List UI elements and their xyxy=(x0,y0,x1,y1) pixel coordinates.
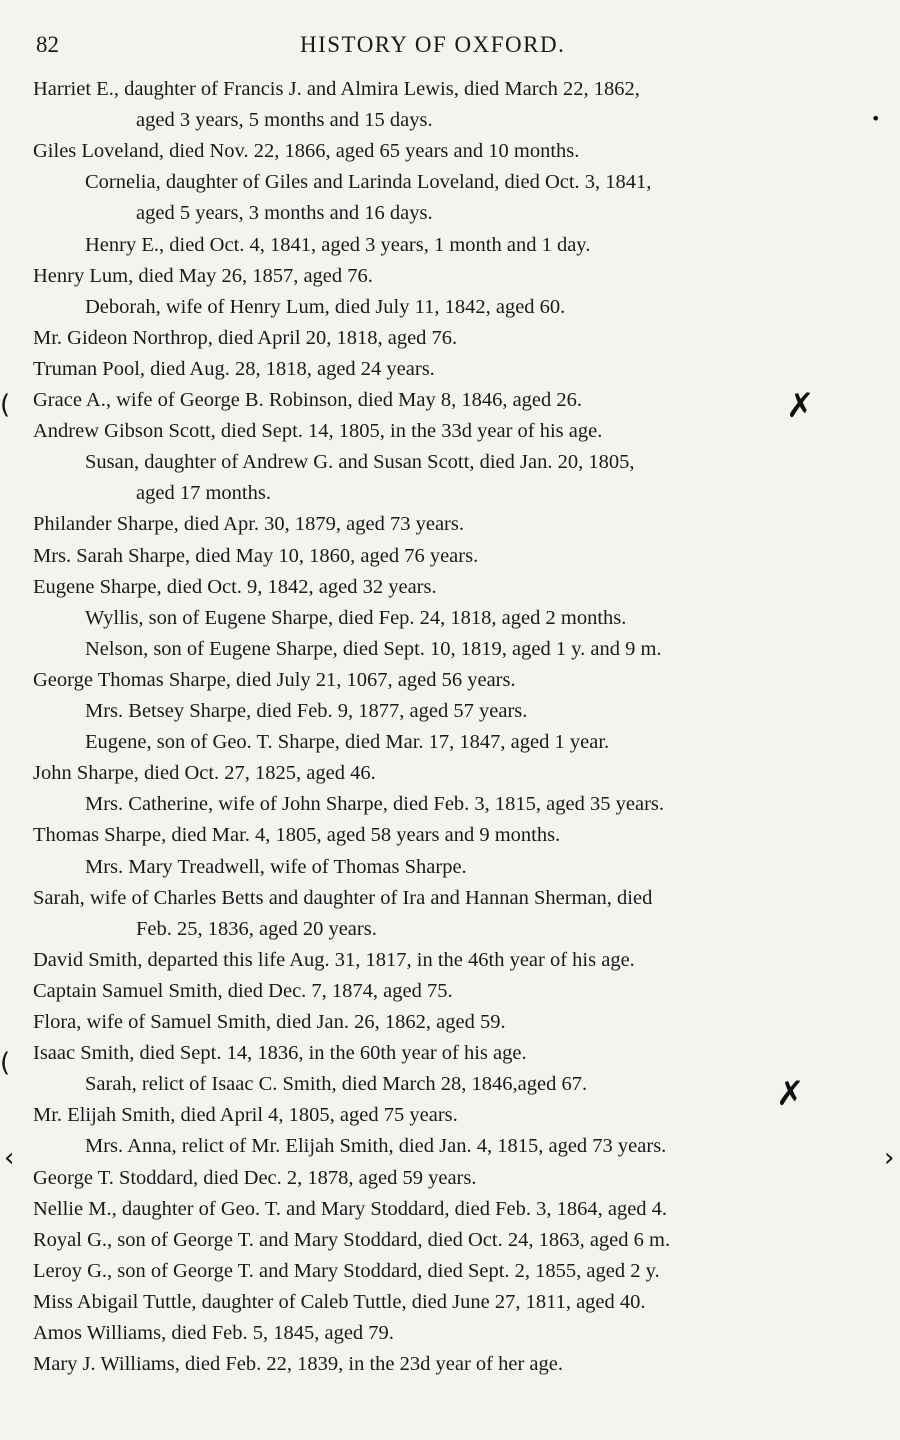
entry-line: George T. Stoddard, died Dec. 2, 1878, aged 59 years. xyxy=(33,1166,477,1189)
x-mark-robinson: ✗ xyxy=(786,386,815,426)
entry-line: Royal G., son of George T. and Mary Stoddard, died Oct. 24, 1863, aged 6 m. xyxy=(33,1228,671,1251)
entry-line: aged 17 months. xyxy=(136,482,271,505)
entry-line: Feb. 25, 1836, aged 20 years. xyxy=(136,917,377,940)
entry-line: Harriet E., daughter of Francis J. and Almira Lewis, died March 22, 1862, xyxy=(33,78,640,100)
page-number: 82 xyxy=(36,32,59,57)
margin-tick-mark: ( xyxy=(0,390,11,420)
entry-line: Henry E., died Oct. 4, 1841, aged 3 years, 1 month and 1 day. xyxy=(85,233,591,256)
entry-line: Mrs. Catherine, wife of John Sharpe, died Feb. 3, 1815, aged 35 years. xyxy=(85,793,664,816)
entry-line: Eugene, son of Geo. T. Sharpe, died Mar. 17, 1847, aged 1 year. xyxy=(85,731,610,754)
ink-dot: • xyxy=(871,109,881,128)
entry-line: Miss Abigail Tuttle, daughter of Caleb Tuttle, died June 27, 1811, aged 40. xyxy=(33,1290,646,1313)
entry-line: Henry Lum, died May 26, 1857, aged 76. xyxy=(33,264,373,287)
entry-line: aged 3 years, 5 months and 15 days. xyxy=(136,109,433,132)
entry-line: Mr. Elijah Smith, died April 4, 1805, aged 75 years. xyxy=(33,1104,458,1127)
entry-line: Truman Pool, died Aug. 28, 1818, aged 24 years. xyxy=(33,357,435,380)
running-head: HISTORY OF OXFORD. xyxy=(300,32,566,57)
entry-line: David Smith, departed this life Aug. 31, 1817, in the 46th year of his age. xyxy=(33,948,635,971)
entry-line: Mrs. Anna, relict of Mr. Elijah Smith, died Jan. 4, 1815, aged 73 years. xyxy=(85,1135,667,1158)
entry-line: Flora, wife of Samuel Smith, died Jan. 26, 1862, aged 59. xyxy=(33,1011,506,1033)
entry-line: Nelson, son of Eugene Sharpe, died Sept. 10, 1819, aged 1 y. and 9 m. xyxy=(85,637,662,660)
entry-line: Andrew Gibson Scott, died Sept. 14, 1805, in the 33d year of his age. xyxy=(33,420,603,443)
entry-line: Grace A., wife of George B. Robinson, died May 8, 1846, aged 26. xyxy=(33,389,583,411)
entry-line: Isaac Smith, died Sept. 14, 1836, in the 60th year of his age. xyxy=(33,1042,527,1065)
entry-line: Wyllis, son of Eugene Sharpe, died Fep. 24, 1818, aged 2 months. xyxy=(85,606,627,629)
margin-tick-mark: › xyxy=(884,1143,895,1173)
margin-tick-mark: ‹ xyxy=(4,1143,15,1173)
entry-line: Mr. Gideon Northrop, died April 20, 1818, aged 76. xyxy=(33,326,458,349)
entry-line: Giles Loveland, died Nov. 22, 1866, aged 65 years and 10 months. xyxy=(33,140,580,163)
entry-line: Leroy G., son of George T. and Mary Stoddard, died Sept. 2, 1855, aged 2 y. xyxy=(33,1259,660,1282)
x-mark-smith: ✗ xyxy=(776,1074,805,1114)
entry-line: Captain Samuel Smith, died Dec. 7, 1874, aged 75. xyxy=(33,979,453,1002)
entry-line: Mrs. Betsey Sharpe, died Feb. 9, 1877, aged 57 years. xyxy=(85,700,528,722)
entry-line: Thomas Sharpe, died Mar. 4, 1805, aged 58 years and 9 months. xyxy=(33,824,561,847)
entry-line: Mary J. Williams, died Feb. 22, 1839, in the 23d year of her age. xyxy=(33,1353,563,1376)
entry-line: Sarah, wife of Charles Betts and daughter of Ira and Hannan Sherman, died xyxy=(33,886,653,909)
entry-line: Deborah, wife of Henry Lum, died July 11, 1842, aged 60. xyxy=(85,295,566,318)
entry-line: Nellie M., daughter of Geo. T. and Mary Stoddard, died Feb. 3, 1864, aged 4. xyxy=(33,1197,668,1220)
entry-line: Susan, daughter of Andrew G. and Susan Scott, died Jan. 20, 1805, xyxy=(85,451,635,474)
entry-line: Amos Williams, died Feb. 5, 1845, aged 79. xyxy=(33,1322,394,1344)
entry-line: Eugene Sharpe, died Oct. 9, 1842, aged 32 years. xyxy=(33,575,437,598)
entry-line: Cornelia, daughter of Giles and Larinda Loveland, died Oct. 3, 1841, xyxy=(85,171,652,194)
entry-line: John Sharpe, died Oct. 27, 1825, aged 46. xyxy=(33,762,376,785)
page-header xyxy=(0,30,900,66)
entry-line: Mrs. Sarah Sharpe, died May 10, 1860, aged 76 years. xyxy=(33,544,479,567)
entry-line: aged 5 years, 3 months and 16 days. xyxy=(136,202,433,225)
entry-line: Mrs. Mary Treadwell, wife of Thomas Sharpe. xyxy=(85,855,467,878)
entry-line: Sarah, relict of Isaac C. Smith, died March 28, 1846,aged 67. xyxy=(85,1073,588,1096)
entry-line: Philander Sharpe, died Apr. 30, 1879, aged 73 years. xyxy=(33,513,464,536)
margin-tick-mark: ( xyxy=(0,1048,11,1078)
entry-line: George Thomas Sharpe, died July 21, 1067, aged 56 years. xyxy=(33,668,516,691)
